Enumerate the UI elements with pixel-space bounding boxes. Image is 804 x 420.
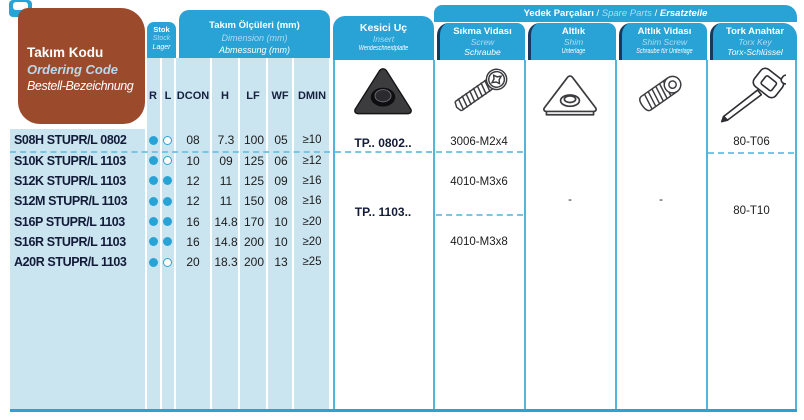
spare-parts-banner bbox=[434, 5, 797, 22]
dcon-value: 08 bbox=[186, 133, 200, 148]
lf-value: 150 bbox=[243, 194, 265, 209]
h-value: 09 bbox=[219, 153, 233, 168]
stock-dot-l bbox=[160, 136, 174, 145]
tool-code: S12M STUPR/L 1103 bbox=[14, 194, 128, 209]
tool-code: A20R STUPR/L 1103 bbox=[14, 255, 127, 270]
screw-icon bbox=[446, 60, 514, 122]
row-group-divider bbox=[10, 151, 330, 153]
shim-icon bbox=[537, 70, 603, 118]
dmin-value: ≥20 bbox=[302, 235, 322, 248]
shim-column-header bbox=[528, 23, 616, 60]
col-label-l: L bbox=[164, 90, 172, 102]
banner-sep: / bbox=[651, 8, 660, 19]
col-label-dcon: DCON bbox=[176, 90, 210, 102]
torx-key-en: Torx Key bbox=[738, 37, 772, 47]
dmin-value: ≥10 bbox=[302, 134, 322, 147]
screw-en: Screw bbox=[470, 37, 495, 47]
banner-de: Ersatzteile bbox=[659, 8, 708, 19]
stock-dot-l bbox=[160, 176, 174, 185]
table-row bbox=[10, 211, 330, 231]
tool-code: S16P STUPR/L 1103 bbox=[14, 214, 125, 229]
banner-en: Spare Parts bbox=[601, 8, 652, 19]
shim-screw-column-header bbox=[619, 23, 707, 60]
dmin-value: ≥12 bbox=[302, 154, 322, 167]
dimensions-header bbox=[179, 10, 330, 58]
torx-key-de: Torx-Schlüssel bbox=[727, 47, 783, 57]
column-divider bbox=[795, 60, 797, 411]
banner-sep: / bbox=[593, 8, 602, 19]
table-row bbox=[10, 171, 330, 191]
stock-dot-r bbox=[146, 176, 160, 185]
lf-value: 125 bbox=[243, 173, 265, 188]
dcon-value: 20 bbox=[186, 255, 200, 270]
insert-value-0802: TP.. 0802.. bbox=[354, 136, 412, 150]
stock-dot-l bbox=[160, 237, 174, 246]
shim-en: Shim bbox=[563, 37, 584, 47]
wf-value: 05 bbox=[274, 133, 288, 148]
dmin-value: ≥20 bbox=[302, 215, 322, 228]
table-row bbox=[10, 252, 330, 272]
row-group-divider bbox=[436, 151, 523, 153]
dcon-value: 12 bbox=[186, 173, 200, 188]
stock-header bbox=[147, 22, 176, 58]
insert-de: Wendeschneidplatte bbox=[358, 45, 409, 52]
screw-value-1: 3006-M2x4 bbox=[450, 136, 508, 148]
col-label-lf: LF bbox=[246, 90, 260, 102]
stock-dot-r bbox=[146, 197, 160, 206]
dmin-value: ≥25 bbox=[302, 256, 322, 269]
dimensions-tr: Takım Ölçüleri (mm) bbox=[209, 20, 300, 31]
col-label-h: H bbox=[221, 90, 229, 102]
stock-dot-r bbox=[146, 136, 160, 145]
lf-value: 100 bbox=[243, 133, 265, 148]
row-group-divider bbox=[708, 152, 794, 154]
shim-screw-tr: Altlık Vidası bbox=[637, 26, 692, 37]
insert-tr: Kesici Uç bbox=[359, 22, 408, 34]
lf-value: 200 bbox=[243, 255, 265, 270]
ordering-code-en: Ordering Code bbox=[27, 62, 119, 77]
shim-value: - bbox=[568, 194, 572, 206]
stock-dot-r bbox=[146, 237, 160, 246]
stock-dot-l bbox=[160, 217, 174, 226]
screw-tr: Sıkma Vidası bbox=[453, 26, 512, 37]
insert-value-1103: TP.. 1103.. bbox=[354, 205, 412, 219]
dcon-value: 16 bbox=[186, 234, 200, 249]
h-value: 18.3 bbox=[214, 255, 238, 270]
insert-en: Insert bbox=[372, 34, 395, 44]
banner-tr: Yedek Parçaları bbox=[523, 8, 594, 19]
torx-key-column-header bbox=[710, 23, 797, 60]
stock-dot-r bbox=[146, 156, 160, 165]
tool-code: S10K STUPR/L 1103 bbox=[14, 153, 126, 168]
dimensions-de: Abmessung (mm) bbox=[218, 45, 290, 55]
col-label-dmin: DMIN bbox=[297, 90, 327, 102]
stock-dot-l bbox=[160, 258, 174, 267]
wf-value: 10 bbox=[274, 214, 288, 229]
tool-code: S08H STUPR/L 0802 bbox=[14, 133, 127, 148]
ordering-code-header bbox=[18, 8, 145, 124]
table-row bbox=[10, 232, 330, 252]
wf-value: 13 bbox=[274, 255, 288, 270]
dimensions-en: Dimension (mm) bbox=[221, 33, 288, 43]
column-divider bbox=[615, 60, 617, 411]
torx-key-icon bbox=[714, 58, 786, 124]
row-group-divider bbox=[335, 151, 432, 153]
insert-icon bbox=[350, 64, 416, 118]
stock-dot-r bbox=[146, 258, 160, 267]
stock-dot-r bbox=[146, 217, 160, 226]
dmin-value: ≥16 bbox=[302, 195, 322, 208]
column-divider bbox=[706, 60, 708, 411]
stock-en: Stock bbox=[152, 35, 171, 42]
torx-value-1: 80-T06 bbox=[733, 136, 770, 148]
shim-de: Unterlage bbox=[561, 48, 586, 55]
h-value: 11 bbox=[219, 173, 233, 188]
ordering-code-de: Bestell-Bezeichnung bbox=[27, 79, 134, 93]
h-value: 11 bbox=[219, 194, 233, 209]
shim-screw-de: Schraube für Unterlage bbox=[636, 48, 693, 55]
torx-value-2: 80-T10 bbox=[733, 205, 770, 217]
dcon-value: 10 bbox=[186, 153, 200, 168]
wf-value: 09 bbox=[274, 173, 288, 188]
wf-value: 08 bbox=[274, 194, 288, 209]
stock-dot-l bbox=[160, 156, 174, 165]
shim-screw-en: Shim Screw bbox=[641, 37, 688, 47]
stock-tr: Stok bbox=[153, 25, 170, 34]
table-row bbox=[10, 191, 330, 211]
table-row bbox=[10, 130, 330, 150]
lf-value: 170 bbox=[243, 214, 265, 229]
lf-value: 200 bbox=[243, 234, 265, 249]
lf-value: 125 bbox=[243, 153, 265, 168]
col-label-wf: WF bbox=[271, 90, 289, 102]
shim-tr: Altlık bbox=[561, 26, 586, 37]
torx-key-tr: Tork Anahtar bbox=[725, 26, 785, 37]
h-value: 14.8 bbox=[214, 214, 238, 229]
dcon-value: 12 bbox=[186, 194, 200, 209]
col-label-r: R bbox=[149, 90, 157, 102]
shim-screw-icon bbox=[628, 61, 696, 123]
insert-column-header bbox=[333, 16, 434, 60]
column-divider bbox=[524, 60, 526, 411]
bottom-border bbox=[10, 409, 797, 412]
tool-code: S16R STUPR/L 1103 bbox=[14, 234, 126, 249]
wf-value: 10 bbox=[274, 234, 288, 249]
table-row bbox=[10, 151, 330, 171]
row-group-divider bbox=[436, 214, 523, 216]
h-value: 7.3 bbox=[217, 133, 235, 148]
screw-column-header bbox=[437, 23, 525, 60]
ordering-code-tr: Takım Kodu bbox=[27, 45, 104, 60]
tool-code: S12K STUPR/L 1103 bbox=[14, 173, 126, 188]
column-divider bbox=[333, 60, 335, 411]
stock-de: Lager bbox=[152, 44, 171, 51]
dcon-value: 16 bbox=[186, 214, 200, 229]
wf-value: 06 bbox=[274, 153, 288, 168]
shim-screw-value: - bbox=[659, 194, 663, 206]
screw-value-2: 4010-M3x6 bbox=[450, 176, 508, 188]
screw-value-3: 4010-M3x8 bbox=[450, 236, 508, 248]
screw-de: Schraube bbox=[464, 47, 501, 57]
dmin-value: ≥16 bbox=[302, 174, 322, 187]
stock-dot-l bbox=[160, 197, 174, 206]
h-value: 14.8 bbox=[214, 234, 238, 249]
